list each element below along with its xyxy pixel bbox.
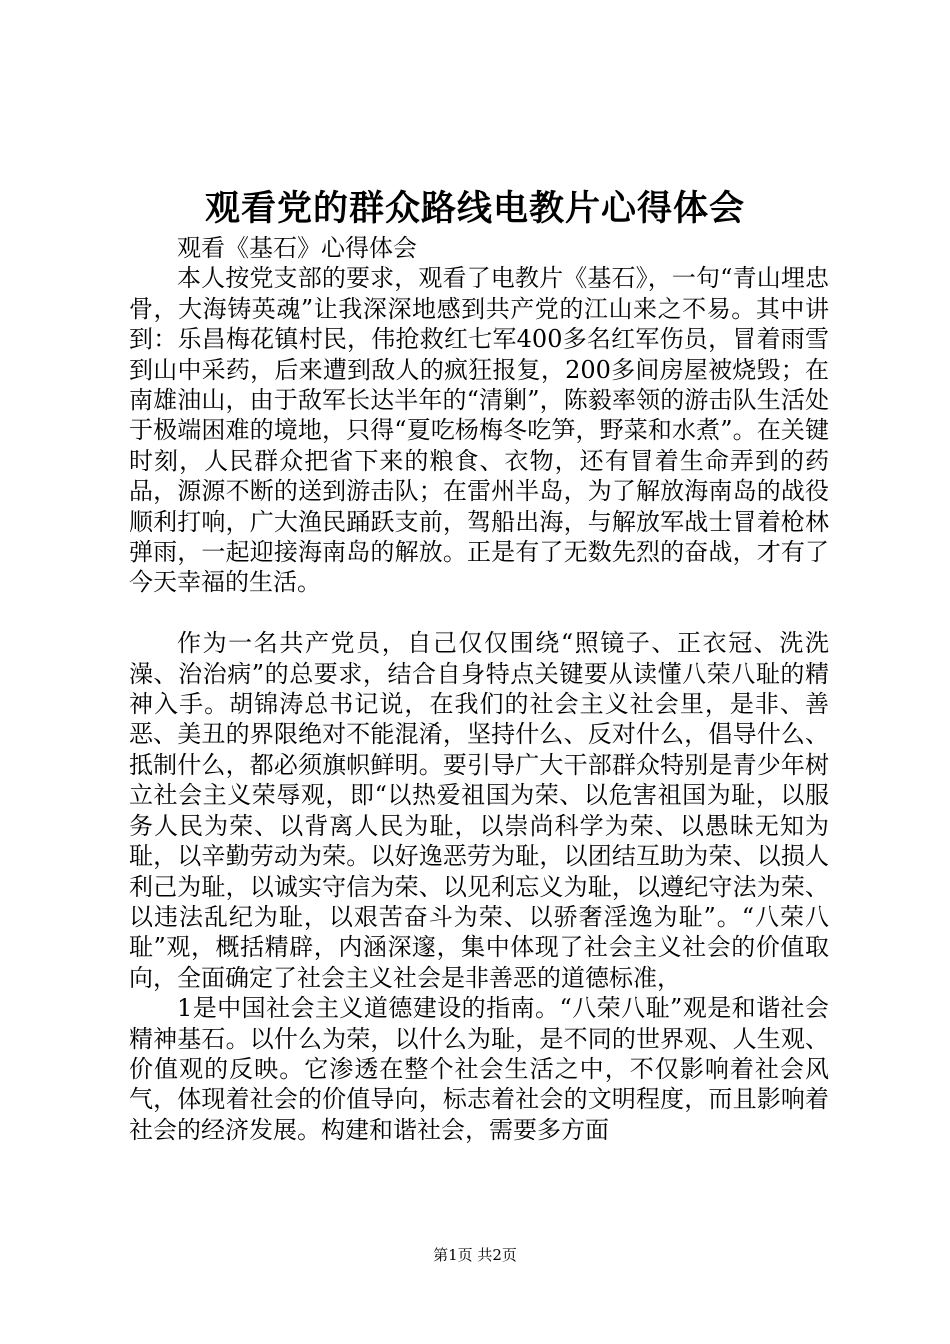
page-footer: 第1页 共2页	[433, 1246, 517, 1264]
document-body	[129, 233, 829, 1145]
subtitle-paragraph: 观看《基石》心得体会	[177, 234, 417, 262]
body-paragraph-2: 作为一名共产党员，自己仅仅围绕“照镜子、正衣冠、洗洗澡、治治病”的总要求，结合自身特点关键要从读懂八荣八耻的精神入手。胡锦涛总书记说，在我们的社会主义社会里，是非、善恶、美丑的界限绝对不能混淆，坚持什么、反对什么，倡导什么、抵制什么，都必须旗帜鲜明。要引导广大干部群众特别是青少年树立社会主义荣辱观，即“以热爱祖国为荣、以危害祖国为耻，以服务人民为荣、以背离人民为耻，以崇尚科学为荣、以愚昧无知为耻，以辛勤劳动为荣。以好逸恶劳为耻，以团结互助为荣、以损人利己为耻，以诚实守信为荣、以见利忘义为耻，以遵纪守法为荣、以违法乱纪为耻，以艰苦奋斗为荣、以骄奢淫逸为耻”。“八荣八耻”观，概括精辟，内涵深邃，集中体现了社会主义社会的价值取向，全面确定了社会主义社会是非善恶的道德标准，	[129, 629, 829, 992]
body-paragraph-1: 本人按党支部的要求，观看了电教片《基石》，一句“青山埋忠骨，大海铸英魂”让我深深地感到共产党的江山来之不易。其中讲到：乐昌梅花镇村民，伟抢救红七军400多名红军伤员，冒着雨雪到山中采药，后来遭到敌人的疯狂报复，200多间房屋被烧毁；在南雄油山，由于敌军长达半年的“清剿”，陈毅率领的游击队生活处于极端困难的境地，只得“夏吃杨梅冬吃笋，野菜和水煮”。在关键时刻，人民群众把省下来的粮食、衣物，还有冒着生命弄到的药品，源源不断的送到游击队；在雷州半岛，为了解放海南岛的战役顺利打响，广大渔民踊跃支前，驾船出海，与解放军战士冒着枪林弹雨，一起迎接海南岛的解放。正是有了无数先烈的奋战，才有了今天幸福的生活。	[129, 264, 829, 597]
body-paragraph-3: 1是中国社会主义道德建设的指南。“八荣八耻”观是和谐社会精神基石。以什么为荣，以什么为耻，是不同的世界观、人生观、价值观的反映。它渗透在整个社会生活之中，不仅影响着社会风气，体现着社会的价值导向，标志着社会的文明程度，而且影响着社会的经济发展。构建和谐社会，需要多方面	[129, 994, 829, 1144]
document-title: 观看党的群众路线电教片心得体会	[204, 188, 745, 229]
